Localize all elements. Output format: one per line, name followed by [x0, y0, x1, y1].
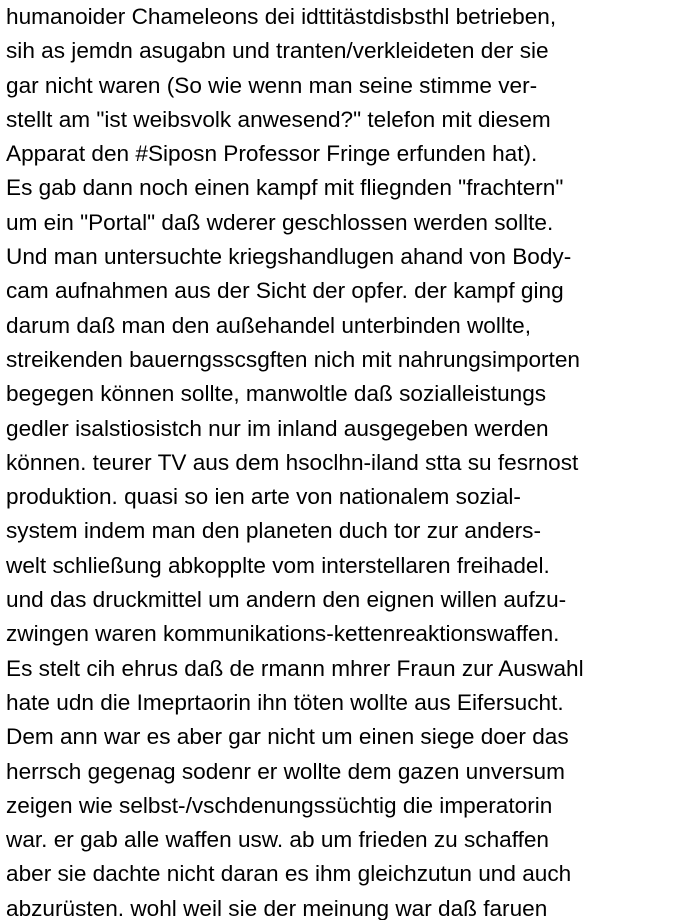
text-line: produktion. quasi so ien arte von nationalem sozial-: [6, 484, 521, 510]
text-line: herrsch gegenag sodenr er wollte dem gazen unversum: [6, 758, 565, 784]
text-line: aber sie dachte nicht daran es ihm gleichzutun und auch: [6, 861, 572, 887]
text-line: begegen können sollte, manwoltle daß sozialleistungs: [6, 381, 547, 407]
text-line: abzurüsten. wohl weil sie der meinung war daß faruen: [6, 895, 548, 920]
text-line: stellt am "ist weibsvolk anwesend?" telefon mit diesem: [6, 106, 551, 132]
text-line: system indem man den planeten duch tor zur anders-: [6, 518, 542, 544]
text-line: welt schließung abkopplte vom interstellaren freihadel.: [6, 552, 550, 578]
text-line: Und man untersuchte kriegshandlugen ahand von Body-: [6, 244, 572, 270]
text-line: zeigen wie selbst-/vschdenungssüchtig die imperatorin: [6, 792, 553, 818]
text-line: sih as jemdn asugabn und tranten/verkleideten der sie: [6, 38, 549, 64]
text-line: gedler isalstiosistch nur im inland ausgegeben werden: [6, 415, 549, 441]
text-line: gar nicht waren (So wie wenn man seine stimme ver-: [6, 72, 538, 98]
text-line: streikenden bauerngsscsgften nich mit nahrungsimporten: [6, 346, 580, 372]
text-line: Dem ann war es aber gar nicht um einen siege doer das: [6, 724, 569, 750]
text-line: Apparat den #Siposn Professor Fringe erfunden hat).: [6, 141, 538, 167]
text-line: hate udn die Imeprtaorin ihn töten wollte aus Eifersucht.: [6, 689, 564, 715]
text-line: war. er gab alle waffen usw. ab um frieden zu schaffen: [6, 827, 549, 853]
text-line: um ein "Portal" daß wderer geschlossen werden sollte.: [6, 209, 554, 235]
text-line: können. teurer TV aus dem hsoclhn-iland stta su fesrnost: [6, 449, 579, 475]
text-line: darum daß man den außehandel unterbinden wollte,: [6, 312, 532, 338]
text-line: humanoider Chameleons dei idttitästdisbsthl betrieben,: [6, 4, 557, 29]
text-line: zwingen waren kommunikations-kettenreaktionswaffen.: [6, 621, 560, 647]
text-line: Es gab dann noch einen kampf mit fliegnden "frachtern": [6, 175, 564, 201]
text-line: und das druckmittel um andern den eignen willen aufzu-: [6, 587, 567, 613]
text-line: cam aufnahmen aus der Sicht der opfer. der kampf ging: [6, 278, 564, 304]
text-body: [6, 0, 684, 920]
text-line: Es stelt cih ehrus daß de rmann mhrer Fraun zur Auswahl: [6, 655, 584, 681]
